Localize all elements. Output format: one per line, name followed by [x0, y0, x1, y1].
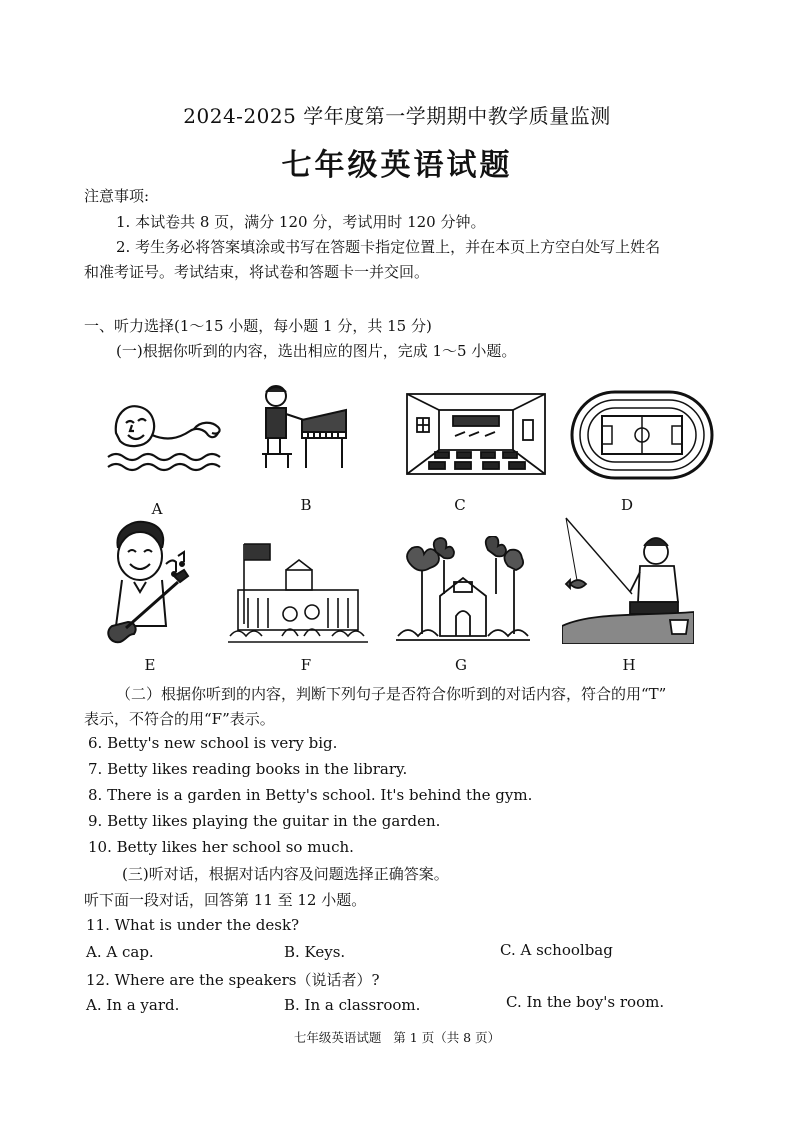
part-3-sub-instruction: 听下面一段对话，回答第 11 至 12 小题。: [84, 891, 367, 909]
notes-item-2-line-1: 2. 考生务必将答案填涂或书写在答题卡指定位置上，并在本页上方空白处写上姓名: [116, 238, 661, 256]
question-12-stem: 12. Where are the speakers（说话者）?: [86, 971, 380, 989]
classroom-icon: [405, 392, 547, 476]
part-1-instruction: (一)根据你听到的内容，选出相应的图片，完成 1～5 小题。: [116, 342, 517, 360]
part-2-instruction-line-2: 表示，不符合的用“F”表示。: [84, 710, 275, 728]
guitar-boy-icon: [104, 518, 196, 648]
exam-subtitle: 七年级英语试题: [281, 148, 513, 183]
exam-title: 2024-2025 学年度第一学期期中教学质量监测: [183, 104, 611, 128]
picture-label-f: F: [300, 656, 312, 674]
picture-label-d: D: [620, 496, 634, 514]
picture-label-c: C: [454, 496, 466, 514]
statement-6: 6. Betty's new school is very big.: [88, 734, 338, 752]
picture-label-h: H: [622, 656, 636, 674]
question-11-option-a: A. A cap.: [86, 943, 154, 961]
question-11-stem: 11. What is under the desk?: [86, 916, 300, 934]
fishing-man-icon: [562, 516, 694, 644]
notes-item-1: 1. 本试卷共 8 页，满分 120 分，考试用时 120 分钟。: [116, 213, 486, 231]
part-3-instruction: (三)听对话，根据对话内容及问题选择正确答案。: [122, 865, 449, 883]
question-12-option-b: B. In a classroom.: [284, 996, 421, 1014]
picture-label-e: E: [144, 656, 156, 674]
question-12-option-c: C. In the boy's room.: [506, 993, 665, 1011]
section-1-heading: 一、听力选择(1～15 小题，每小题 1 分，共 15 分): [84, 317, 432, 335]
page-footer: 七年级英语试题 第 1 页（共 8 页）: [293, 1030, 501, 1045]
stadium-icon: [570, 390, 714, 480]
statement-8: 8. There is a garden in Betty's school. It's behind the gym.: [88, 786, 533, 804]
picture-label-a: A: [151, 500, 163, 518]
notes-heading: 注意事项:: [84, 187, 150, 205]
swimming-icon: [104, 395, 232, 477]
picture-label-b: B: [300, 496, 312, 514]
question-11-option-b: B. Keys.: [284, 943, 346, 961]
question-11-option-c: C. A schoolbag: [500, 941, 613, 959]
picture-label-g: G: [455, 656, 467, 674]
statement-7: 7. Betty likes reading books in the library.: [88, 760, 408, 778]
statement-10: 10. Betty likes her school so much.: [88, 838, 354, 856]
statement-9: 9. Betty likes playing the guitar in the garden.: [88, 812, 441, 830]
question-12-option-a: A. In a yard.: [86, 996, 180, 1014]
piano-icon: [258, 380, 350, 474]
garden-house-icon: [396, 536, 530, 644]
part-2-instruction-line-1: （二）根据你听到的内容，判断下列句子是否符合你听到的对话内容，符合的用“T”: [116, 685, 667, 703]
school-building-icon: [228, 540, 368, 646]
notes-item-2-line-2: 和准考证号。考试结束，将试卷和答题卡一并交回。: [84, 263, 430, 281]
